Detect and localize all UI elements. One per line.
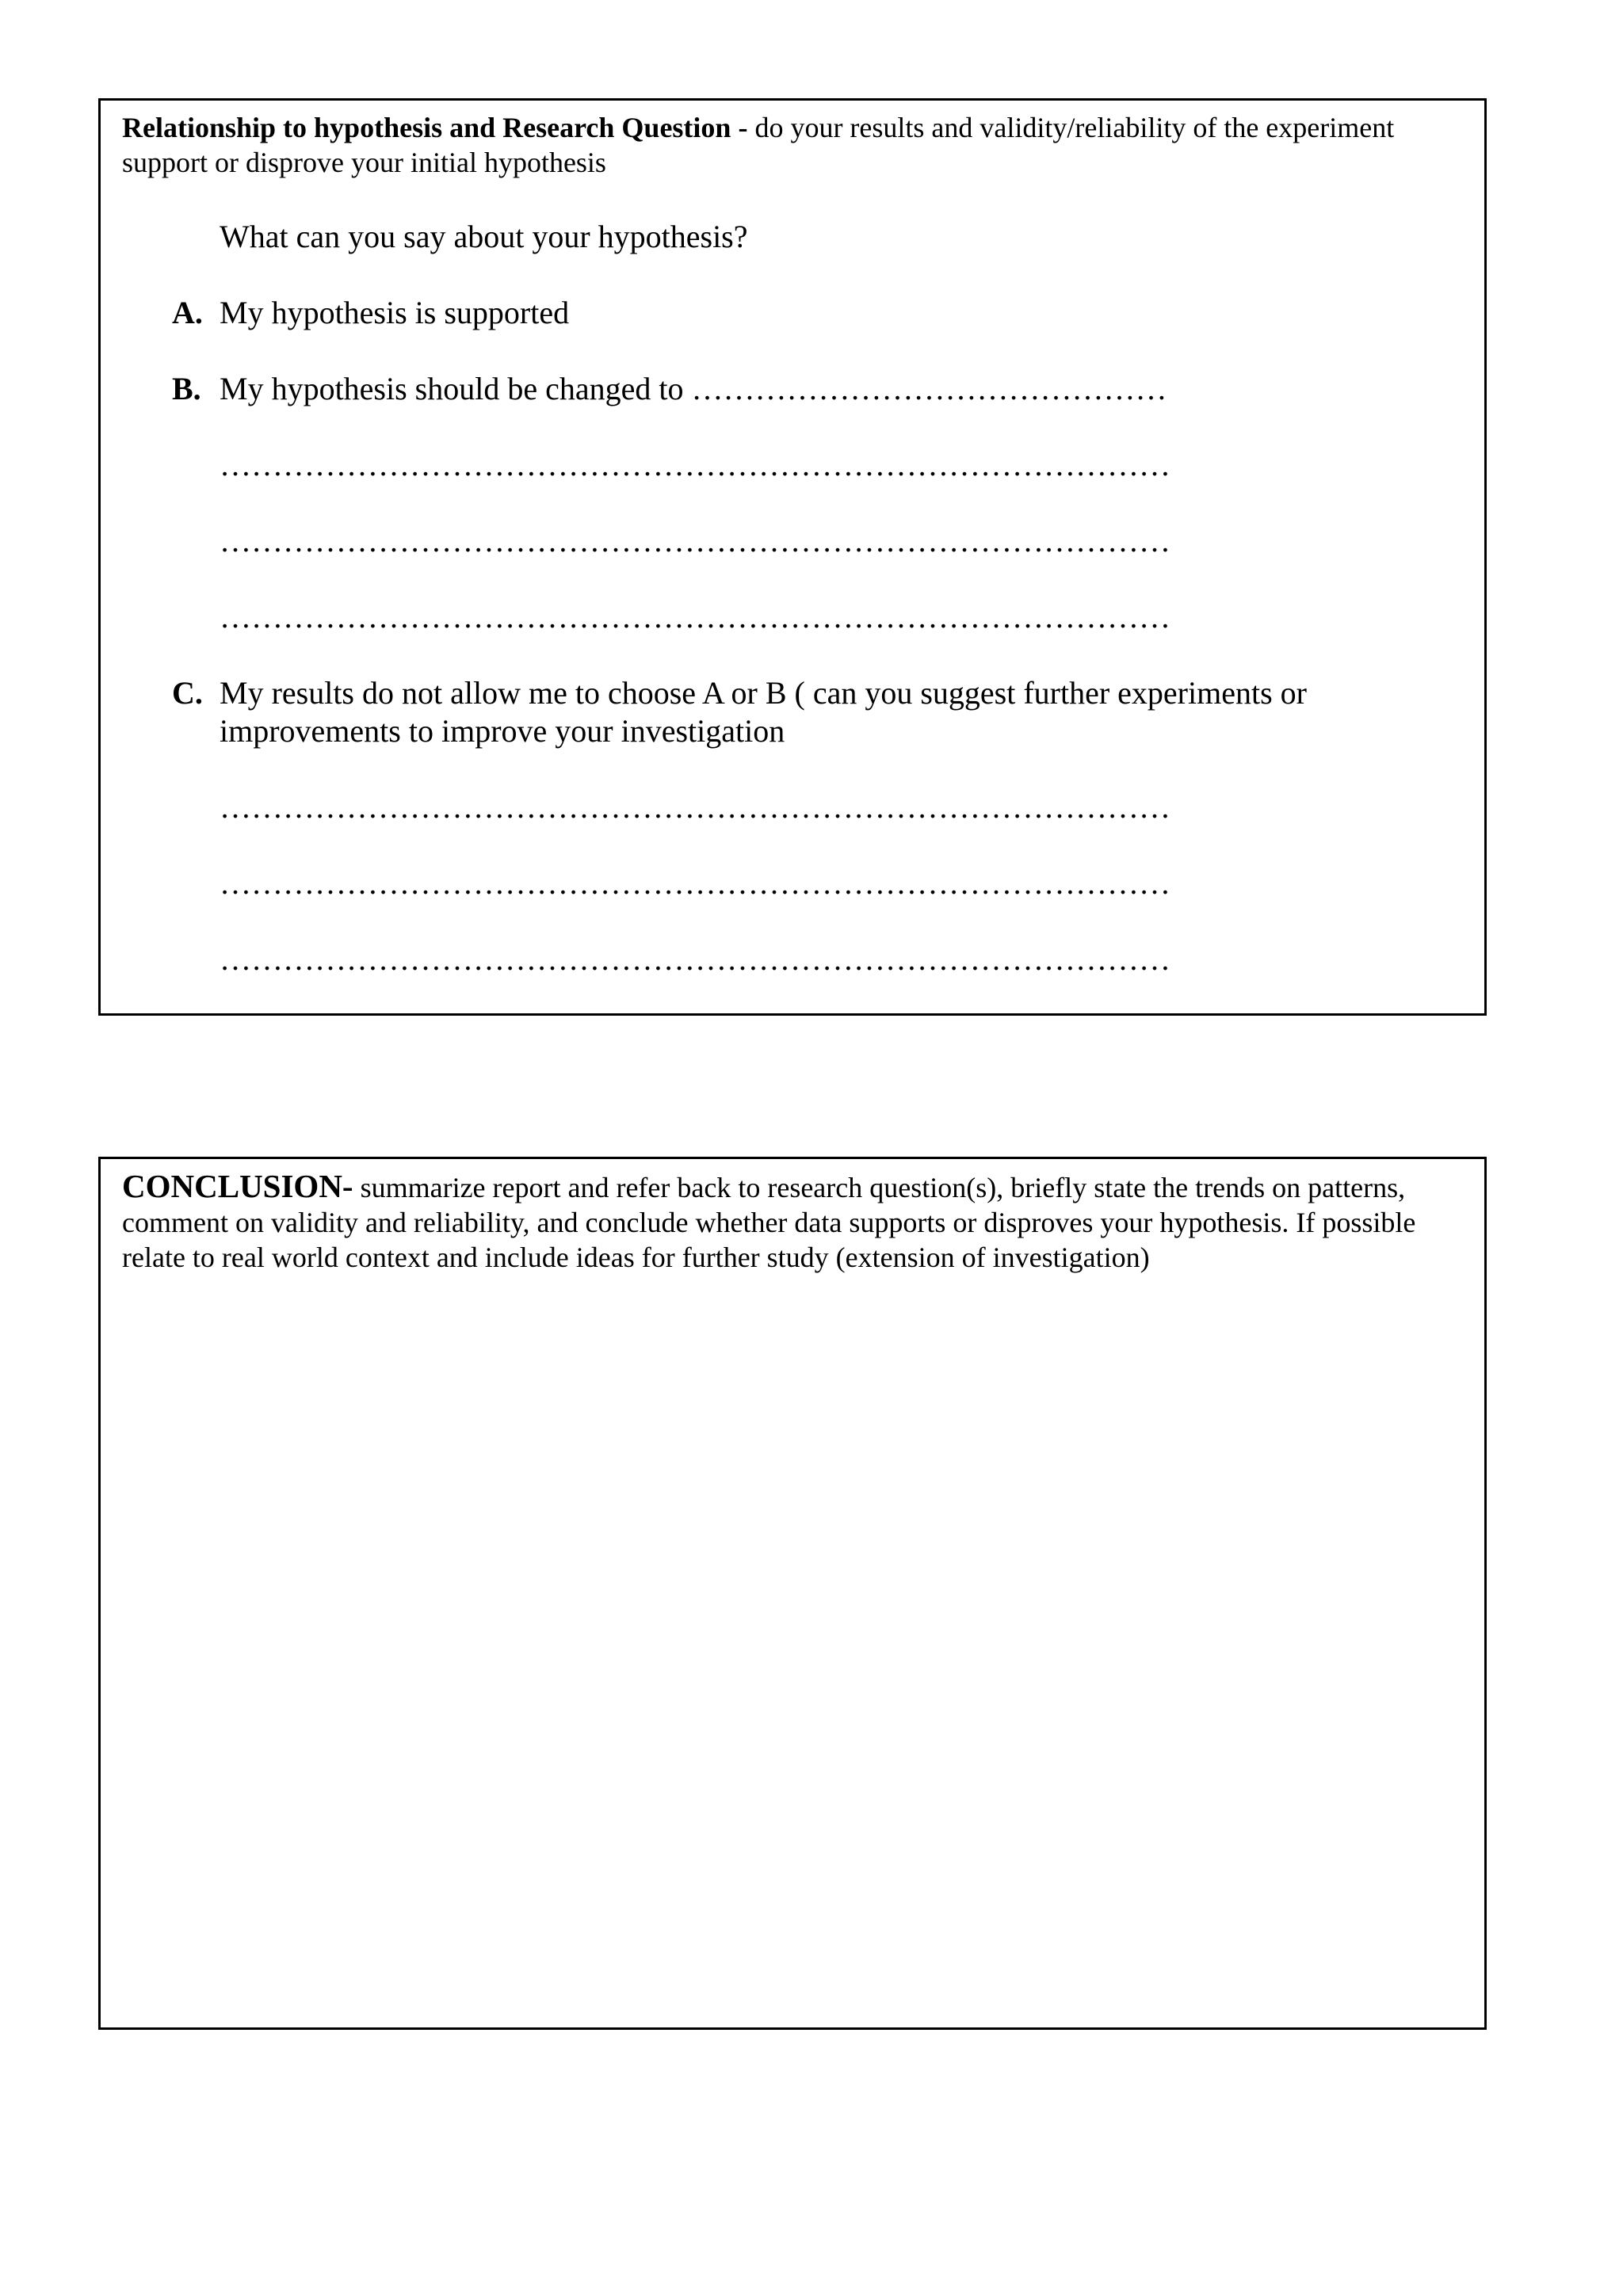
answer-line-c-2[interactable]: ………………………………………………………………………………	[220, 865, 1170, 901]
option-a-text: My hypothesis is supported	[220, 295, 570, 330]
option-c-marker: C.	[172, 675, 203, 711]
answer-line-c-3[interactable]: ………………………………………………………………………………	[220, 941, 1170, 977]
hypothesis-heading-bold: Relationship to hypothesis and Research Question -	[122, 112, 755, 143]
answer-line-b-1[interactable]: ………………………………………………………………………………	[220, 447, 1170, 482]
option-b-marker: B.	[172, 371, 201, 406]
conclusion-answer-area[interactable]	[122, 1318, 1463, 2012]
hypothesis-question: What can you say about your hypothesis?	[220, 219, 748, 254]
answer-line-b-2[interactable]: ………………………………………………………………………………	[220, 523, 1170, 559]
option-c-text: My results do not allow me to choose A or B ( can you suggest further experiments or improvements to improve your investigation	[220, 675, 1307, 749]
conclusion-section	[98, 1157, 1487, 2030]
answer-line-b-3[interactable]: ………………………………………………………………………………	[220, 599, 1170, 635]
option-b-text[interactable]: My hypothesis should be changed to ………………………………………	[220, 371, 1167, 406]
hypothesis-heading	[122, 110, 1438, 180]
hypothesis-heading-text: do your results and validity/reliability of the experiment support or disprove your initial hypothesis	[122, 112, 1395, 178]
answer-line-c-1[interactable]: ………………………………………………………………………………	[220, 789, 1170, 825]
conclusion-heading	[122, 1169, 1438, 1275]
conclusion-heading-bold: CONCLUSION-	[122, 1168, 353, 1204]
hypothesis-section	[98, 98, 1487, 1016]
conclusion-heading-text: summarize report and refer back to research question(s), briefly state the trends on patterns, comment on validity and reliability, and conclude whether data supports or disproves your hypothesis. If possible relate to real world context and include ideas for further study (extension of investigation)	[122, 1172, 1416, 1273]
option-a-marker: A.	[172, 295, 203, 330]
